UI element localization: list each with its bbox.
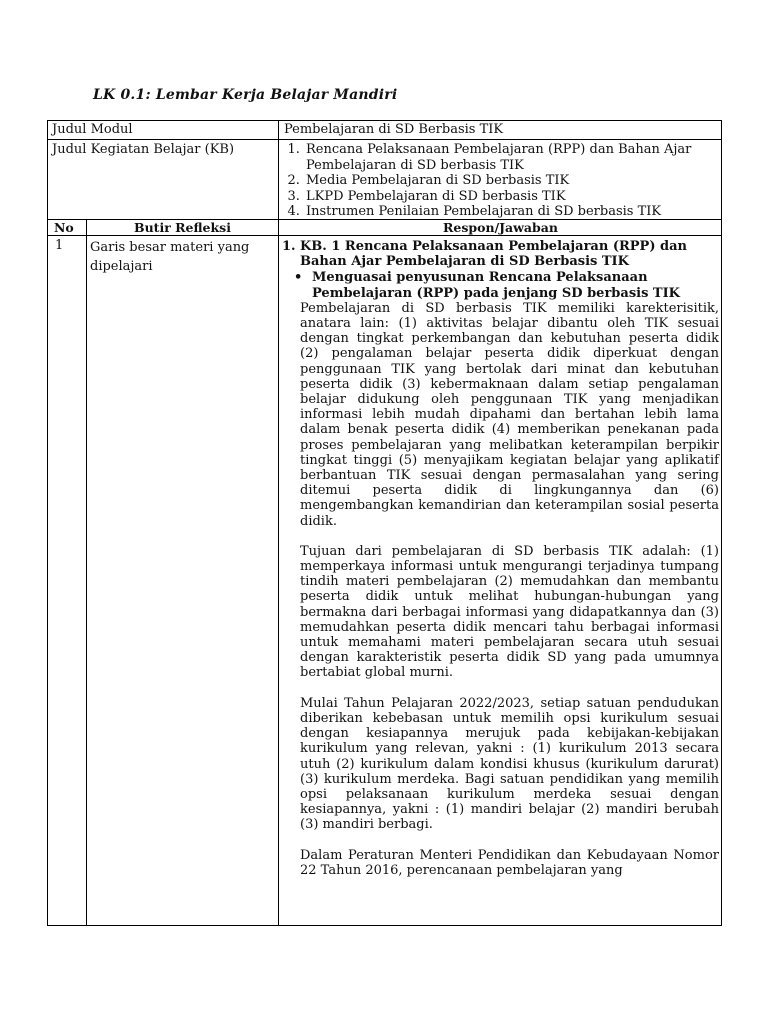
bullet-icon: • — [294, 270, 303, 286]
kb-item: 1. Rencana Pelaksanaan Pembelajaran (RPP) dan Bahan Ajar Pembelajaran di SD berbasis TIK — [304, 142, 714, 173]
page-title: LK 0.1: Lembar Kerja Belajar Mandiri — [93, 87, 398, 103]
row-divider — [48, 139, 721, 140]
kb-number: 1. — [282, 239, 296, 254]
module-label: Judul Modul — [52, 122, 133, 137]
row-number: 1 — [55, 238, 64, 253]
reflection-table — [47, 120, 722, 926]
header-no: No — [54, 220, 74, 235]
module-value: Pembelajaran di SD Berbasis TIK — [284, 122, 504, 137]
butir-text: Garis besar materi yang dipelajari — [90, 240, 250, 274]
paragraph: Tujuan dari pembelajaran di SD berbasis TIK adalah: (1) memperkaya informasi untuk mengurangi terjadinya tumpang tindih materi pembelajaran (2) memudahkan dan membantu peserta didik untuk melihat hubungan-hubungan yang bermakna dari berbagai informasi yang didapatkannya dan (3) memudahkan peserta didik mencari tahu berbagai informasi untuk memahami materi pembelajaran secara utuh sesuai dengan karakteristik peserta didik SD yang pada umumnya bertabiat global murni. — [300, 543, 719, 681]
bullet-text: Menguasai penyusunan Rencana Pelaksanaan Pembelajaran (RPP) pada jenjang SD berbasis TIK — [312, 270, 680, 301]
paragraph: Mulai Tahun Pelajaran 2022/2023, setiap satuan pendudukan diberikan kebebasan untuk memilih opsi kurikulum sesuai dengan kesiapannya merujuk pada kebijakan-kebijakan kurikulum yang relevan, yakni : (1) kurikulum 2013 secara utuh (2) kurikulum dalam kondisi khusus (kurikulum darurat) (3) kurikulum merdeka. Bagi satuan pendidikan yang memilih opsi pelaksanaan kurikulum merdeka sesuai dengan kesiapannya, yakni : (1) mandiri belajar (2) mandiri berubah (3) mandiri berbagi. — [300, 695, 719, 833]
kb-list — [284, 142, 714, 220]
col-divider-info — [278, 121, 279, 219]
paragraph: Pembelajaran di SD berbasis TIK memiliki karekterisitik, anatara lain: (1) aktivitas belajar dibantu oleh TIK sesuai dengan tingkat perkembangan dan kebutuhan peserta didik (2) pengalaman belajar peserta didik diperkuat dengan penggunaan TIK yang bertolak dari minat dan kebutuhan peserta didik (3) kebermaknaan dalam setiap pengalaman belajar didukung oleh penggunaan TIK yang menjadikan informasi lebih mudah dipahami dan bertahan lebih lama dalam benak peserta didik (4) memberikan penekanan pada proses pembelajaran yang melibatkan keterampilan berpikir tingkat tinggi (5) menyajikam kegiatan belajar yang aplikatif berbantuan TIK sesuai dengan permasalahan yang sering ditemui peserta didik di lingkungannya dan (6) mengembangkan kemandirian dan keterampilan sosial peserta didik. — [300, 300, 719, 529]
kb-title: KB. 1 Rencana Pelaksanaan Pembelajaran (RPP) dan Bahan Ajar Pembelajaran di SD Berbasis TIK — [300, 239, 687, 270]
col-divider-no — [86, 219, 87, 925]
header-butir: Butir Refleksi — [134, 220, 231, 235]
kb-item: 3. LKPD Pembelajaran di SD berbasis TIK — [304, 189, 714, 205]
header-respon: Respon/Jawaban — [443, 220, 558, 235]
kb-item: 2. Media Pembelajaran di SD berbasis TIK — [304, 173, 714, 189]
paragraph: Dalam Peraturan Menteri Pendidikan dan Kebudayaan Nomor 22 Tahun 2016, perencanaan pembelajaran yang — [300, 847, 719, 878]
col-divider-butir — [278, 219, 279, 925]
kb-item: 4. Instrumen Penilaian Pembelajaran di SD berbasis TIK — [304, 204, 714, 220]
response-cell — [282, 239, 719, 893]
kb-label: Judul Kegiatan Belajar (KB) — [52, 142, 235, 157]
bullet-item — [294, 270, 719, 300]
